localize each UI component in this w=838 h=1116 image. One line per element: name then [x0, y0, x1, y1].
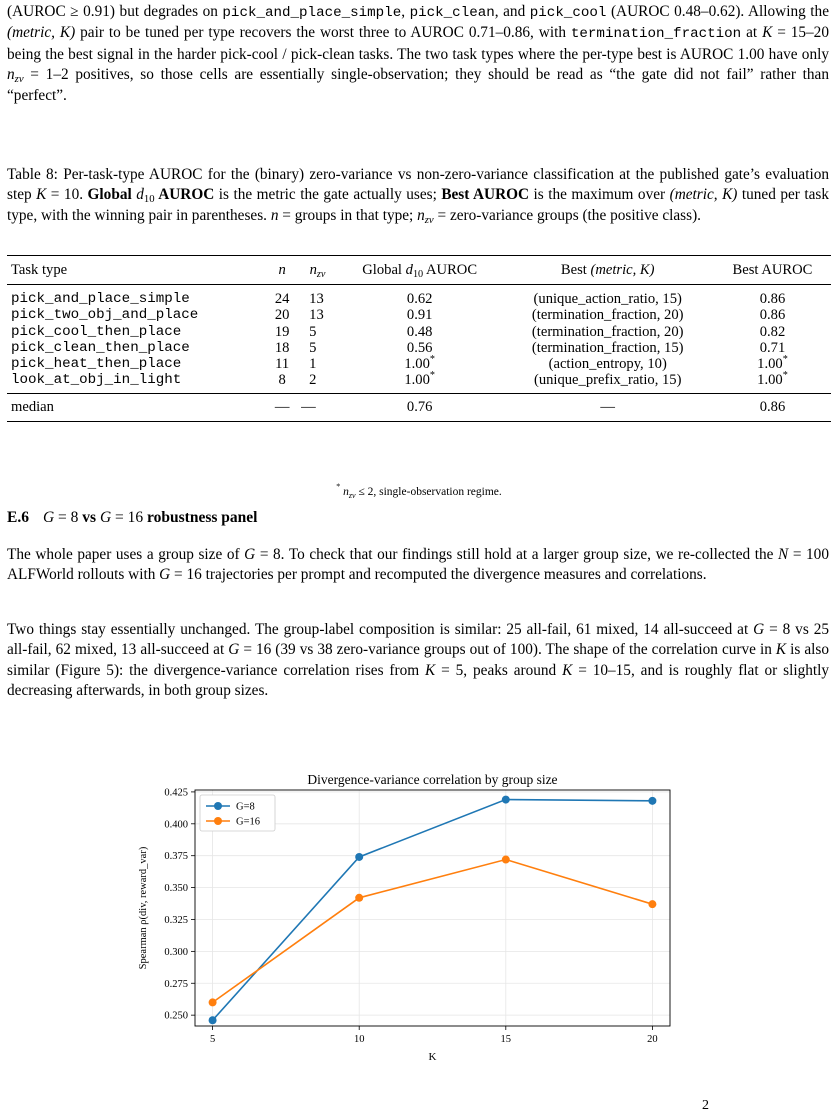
cell-n: 20	[274, 307, 290, 324]
math: N	[778, 546, 789, 563]
table-caption	[7, 165, 829, 226]
data-point	[355, 853, 363, 861]
header-task-type: Task type	[11, 262, 68, 278]
text: = 100 ALFWorld rollouts with	[7, 546, 829, 584]
cell-value: 1.00	[404, 356, 430, 373]
y-axis-label: Spearman ρ(div, reward_var)	[138, 846, 149, 970]
cell-best	[714, 324, 831, 340]
cell-best	[714, 307, 831, 323]
data-point	[355, 894, 363, 902]
cell-global	[338, 340, 502, 356]
cell-value: 0.56	[406, 339, 433, 356]
data-point	[648, 797, 656, 805]
caption-text: is the maximum over	[529, 186, 670, 204]
section-title: robustness panel	[147, 509, 258, 526]
data-point	[502, 856, 510, 864]
section-title: vs	[82, 509, 100, 526]
table-row-median	[7, 394, 831, 421]
header-nzv	[297, 256, 338, 285]
table-row	[7, 307, 831, 323]
code-metric-name: termination_fraction	[570, 26, 742, 43]
math-subscript: zv	[14, 73, 24, 86]
cell-global	[338, 324, 502, 340]
chart-title: Divergence-variance correlation by group size	[307, 772, 558, 787]
cell-task: median	[11, 399, 54, 416]
cell-nzv: 13	[309, 291, 324, 308]
math-subscript: zv	[424, 213, 434, 226]
text: pair to be tuned per type recovers the worst three to AUROC 0.71–0.86, with	[75, 24, 571, 42]
legend-label: G=8	[236, 801, 255, 813]
header-best-pair	[501, 256, 713, 285]
math: n	[343, 486, 349, 498]
math: d	[405, 262, 413, 278]
cell-best	[714, 372, 831, 394]
y-tick-label: 0.425	[164, 787, 188, 799]
math-subscript: zv	[348, 491, 356, 500]
footnote-star: *	[336, 482, 341, 491]
header-text: Global	[362, 262, 406, 278]
cell-nzv: 1	[309, 356, 317, 373]
cell-best-pair: (termination_fraction, 20)	[531, 307, 684, 324]
cell-nzv: 13	[309, 307, 324, 324]
legend-swatch-marker	[214, 817, 222, 825]
series-line-g-16	[213, 860, 653, 1003]
paragraph-top	[7, 2, 829, 106]
header-text: Best	[560, 262, 591, 278]
section-heading	[7, 508, 257, 528]
text: ,	[401, 3, 410, 20]
cell-task: pick_two_obj_and_place	[11, 307, 199, 324]
legend	[200, 795, 275, 831]
cell-global	[338, 372, 502, 394]
y-tick-label: 0.300	[164, 946, 188, 958]
header-global-auroc	[338, 256, 502, 285]
data-point	[209, 998, 217, 1006]
cell-global	[338, 307, 502, 323]
math-subscript: 10	[143, 193, 155, 206]
caption-text: = groups in that type;	[278, 206, 418, 224]
header-best-auroc: Best AUROC	[732, 262, 813, 278]
correlation-line-chart	[130, 760, 690, 1080]
cell-nzv: 5	[309, 323, 317, 340]
auroc-table	[7, 255, 831, 422]
math: (metric, K)	[7, 24, 76, 42]
math: K	[775, 641, 787, 659]
math: K	[36, 186, 47, 204]
math: (metric, K)	[590, 262, 655, 278]
cell-best-pair: (action_entropy, 10)	[548, 356, 667, 373]
text: = 15–20 being the best signal in the harder pick-cool / pick-clean tasks. The two task types where the per-type best is AUROC 1.00 have only	[7, 24, 829, 63]
text: is also similar (Figure 5): the divergence-variance correlation rises from	[7, 641, 829, 679]
math: K	[762, 24, 773, 42]
cell-value: 0.71	[759, 339, 786, 356]
text: The whole paper uses a group size of	[7, 546, 245, 563]
math: n	[7, 66, 15, 84]
paragraph-2	[7, 545, 829, 586]
cell-global	[338, 285, 502, 308]
data-point	[209, 1016, 217, 1024]
paragraph-3	[7, 620, 829, 702]
data-point	[648, 900, 656, 908]
cell-best	[714, 285, 831, 308]
cell-star: *	[429, 354, 436, 366]
text: (AUROC 0.48–0.62). Allowing the	[606, 3, 829, 20]
text: = 10–15, and is roughly flat or slightly decreasing afterwards, in both group sizes.	[7, 661, 830, 700]
math: d	[136, 186, 144, 204]
cell-nzv: —	[301, 399, 316, 416]
cell-nzv: 5	[309, 339, 317, 356]
cell-task: look_at_obj_in_light	[11, 372, 182, 389]
math-subscript: 10	[412, 269, 424, 280]
text: at	[741, 24, 763, 42]
table-row	[7, 356, 831, 372]
cell-best: 0.86	[759, 399, 786, 416]
code-task-name: pick_clean	[409, 5, 495, 21]
table-body	[7, 285, 831, 421]
text: Two things stay essentially unchanged. The group-label composition is similar: 25 all-fail, 61 mixed, 14 all-succeed at	[7, 621, 754, 638]
table-row	[7, 324, 831, 340]
cell-best-pair: (unique_action_ratio, 15)	[533, 291, 682, 308]
text: , and	[494, 3, 530, 20]
cell-value: 0.82	[759, 323, 786, 340]
legend-swatch-marker	[214, 802, 222, 810]
cell-best-pair: (unique_prefix_ratio, 15)	[533, 372, 682, 389]
header-n: n	[278, 262, 286, 278]
math: (metric, K)	[669, 186, 738, 204]
x-tick-label: 20	[647, 1034, 658, 1045]
cell-n: 19	[274, 323, 290, 340]
caption-text: = zero-variance groups (the positive class).	[433, 206, 701, 224]
math: n	[270, 206, 279, 224]
cell-best-pair: (termination_fraction, 15)	[531, 339, 684, 356]
header-text: AUROC	[423, 262, 478, 278]
page-number: 2	[702, 1098, 709, 1113]
caption-bold: Global	[87, 186, 137, 204]
footnote-text: ≤ 2, single-observation regime.	[355, 486, 502, 498]
caption-bold: Best AUROC	[441, 186, 530, 204]
math: K	[425, 661, 436, 679]
caption-text: = 10.	[46, 186, 88, 204]
code-task-name: pick_cool	[529, 5, 607, 21]
section-number: E.6	[7, 509, 29, 526]
cell-global: 0.76	[406, 399, 433, 416]
math: = 16	[111, 509, 148, 526]
table-footnote	[0, 482, 838, 502]
cell-task: pick_cool_then_place	[11, 323, 182, 340]
table-row	[7, 340, 831, 356]
legend-label: G=16	[236, 816, 261, 828]
cell-task: pick_heat_then_place	[11, 356, 182, 373]
cell-task: pick_clean_then_place	[11, 339, 190, 356]
cell-task: pick_and_place_simple	[11, 291, 190, 308]
caption-text: Table 8: Per-task-type AUROC for the (binary) zero-variance vs non-zero-variance classification at the published gate’s evaluation step	[7, 166, 829, 204]
text: = 8 vs 25 all-fail, 62 mixed, 13 all-succeed at	[7, 621, 829, 659]
caption-text: tuned per task type, with the winning pair in parentheses.	[7, 186, 829, 224]
math-subscript: zv	[316, 269, 326, 280]
cell-n: 18	[274, 339, 290, 356]
text: = 1–2 positives, so those cells are essentially single-observation; they should be read as “the gate did not fail” rather than “perfect”.	[7, 66, 829, 104]
math: G	[228, 641, 240, 659]
y-tick-label: 0.250	[164, 1010, 188, 1022]
cell-best-pair: —	[600, 399, 615, 416]
cell-value: 1.00	[404, 372, 430, 389]
table-row	[7, 372, 831, 394]
math: K	[562, 661, 573, 679]
cell-nzv: 2	[309, 372, 317, 389]
text: = 5, peaks around	[435, 661, 563, 679]
series-layer	[209, 796, 657, 1025]
math: = 8	[54, 509, 83, 526]
cell-best	[714, 340, 831, 356]
x-axis-label: K	[428, 1051, 437, 1063]
text: (AUROC ≥ 0.91) but degrades on	[7, 3, 223, 20]
math: n	[309, 262, 317, 278]
y-tick-label: 0.275	[164, 978, 188, 990]
math: G	[42, 509, 55, 526]
cell-n: 24	[274, 291, 290, 308]
cell-best-pair: (termination_fraction, 20)	[531, 323, 684, 340]
caption-text: is the metric the gate actually uses;	[214, 186, 442, 204]
table-row	[7, 285, 831, 308]
text: = 16 (39 vs 38 zero-variance groups out of 100). The shape of the correlation curve in	[239, 641, 776, 659]
cell-value: 0.62	[406, 291, 433, 308]
x-tick-label: 10	[353, 1034, 365, 1045]
series-line-g-8	[213, 800, 653, 1021]
y-tick-label: 0.400	[164, 819, 188, 831]
text: = 8. To check that our findings still hold at a larger group size, we re-collected the	[255, 546, 779, 563]
x-tick-label: 15	[500, 1034, 512, 1045]
math: G	[244, 546, 256, 563]
cell-value: 1.00	[757, 372, 783, 389]
x-tick-label: 5	[209, 1034, 216, 1045]
y-tick-label: 0.325	[164, 914, 188, 926]
math: n	[417, 206, 425, 224]
cell-value: 1.00	[757, 356, 783, 373]
math: G	[753, 621, 765, 638]
math: G	[99, 509, 112, 526]
data-point	[502, 796, 510, 804]
cell-n: 8	[278, 372, 286, 389]
cell-n: 11	[275, 356, 290, 373]
caption-bold: AUROC	[154, 186, 215, 204]
cell-value: 0.91	[406, 307, 433, 324]
cell-n: —	[274, 399, 290, 416]
cell-value: 0.48	[406, 323, 433, 340]
cell-star: *	[429, 370, 436, 382]
cell-star: *	[782, 370, 788, 382]
cell-value: 0.86	[759, 307, 786, 324]
code-task-name: pick_and_place_simple	[222, 5, 402, 21]
cell-global	[338, 356, 502, 372]
y-tick-label: 0.375	[164, 851, 188, 863]
cell-value: 0.86	[759, 291, 786, 308]
math: G	[159, 566, 171, 584]
y-tick-label: 0.350	[164, 883, 188, 895]
cell-best	[714, 356, 831, 372]
text: = 16 trajectories per prompt and recomputed the divergence measures and correlations.	[170, 566, 707, 584]
cell-star: *	[782, 354, 788, 366]
